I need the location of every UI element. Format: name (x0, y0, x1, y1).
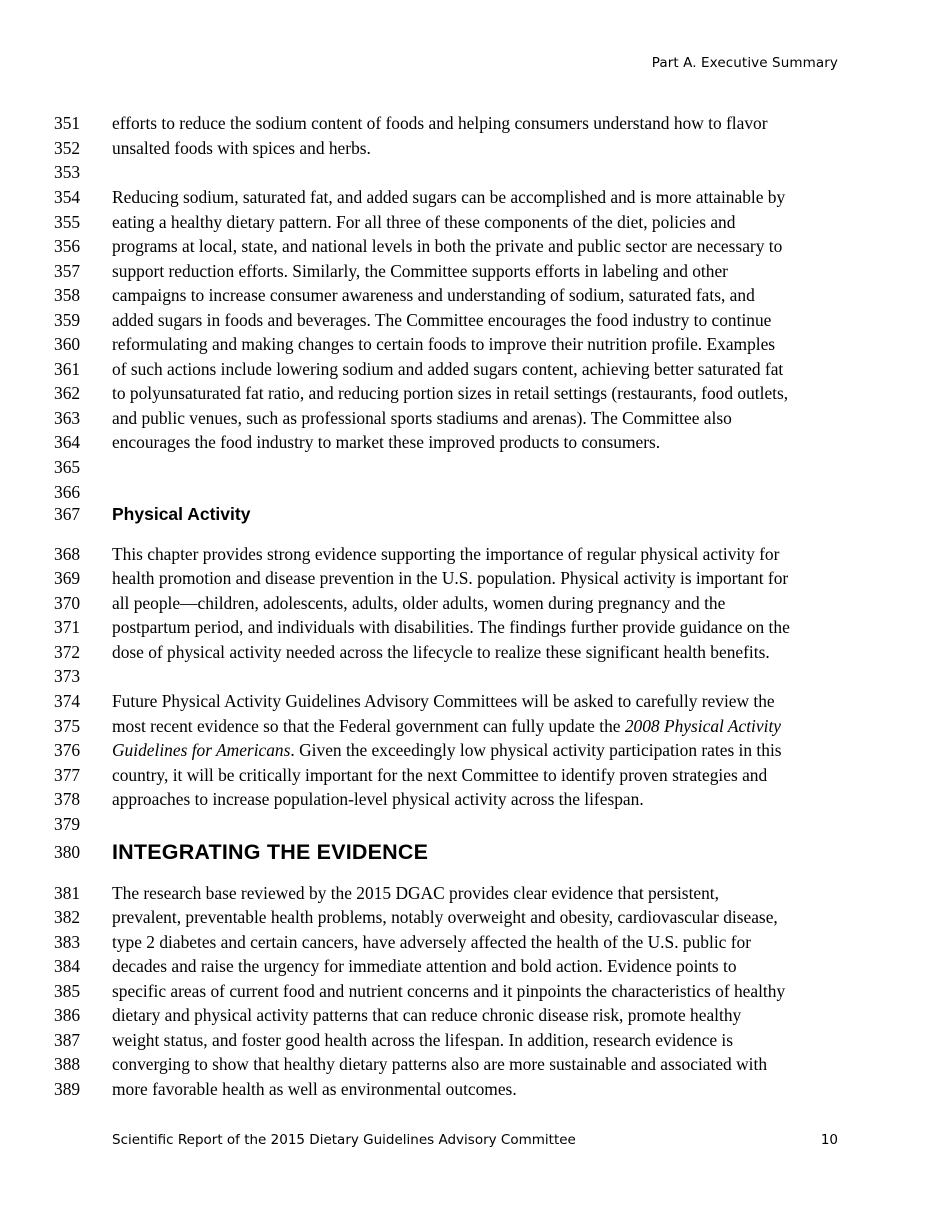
line-number: 377 (54, 764, 81, 785)
line-text: reformulating and making changes to certain foods to improve their nutrition profile. Examples (112, 334, 776, 354)
footer-title: Scientific Report of the 2015 Dietary Guidelines Advisory Committee (112, 1132, 576, 1148)
line-text: support reduction efforts. Similarly, the Committee supports efforts in labeling and other (112, 260, 728, 281)
line-number: 354 (54, 187, 81, 207)
line-text-roman: most recent evidence so that the Federal government can fully update the (112, 715, 625, 736)
line-text: to polyunsaturated fat ratio, and reducing portion sizes in retail settings (restaurants, food outlets, (112, 383, 789, 403)
line-number: 358 (54, 285, 81, 305)
line-number: 356 (54, 236, 81, 256)
line-number: 352 (54, 137, 81, 158)
italic-title-fragment: Guidelines for Americans (112, 740, 291, 760)
line-text: unsalted foods with spices and herbs. (112, 137, 371, 158)
line-text: country, it will be critically important for the next Committee to identify proven strategies and (112, 764, 768, 785)
line-number: 383 (54, 931, 81, 952)
line-text: efforts to reduce the sodium content of foods and helping consumers understand how to flavor (112, 113, 768, 133)
line-number: 381 (54, 882, 81, 903)
line-number: 374 (54, 691, 81, 711)
line-number: 376 (54, 740, 81, 760)
line-number: 363 (54, 407, 81, 428)
line-text: all people—children, adolescents, adults, older adults, women during pregnancy and the (112, 592, 726, 613)
line-text: dose of physical activity needed across the lifecycle to realize these significant health benefits. (112, 641, 770, 662)
line-text: of such actions include lowering sodium and added sugars content, achieving better saturated fat (112, 358, 784, 379)
line-number: 365 (54, 457, 81, 477)
line-text: programs at local, state, and national levels in both the private and public sector are necessary to (112, 236, 783, 256)
line-number: 380 (54, 842, 81, 862)
line-text: converging to show that healthy dietary patterns also are more sustainable and associated with (112, 1054, 768, 1074)
line-number: 378 (54, 789, 81, 809)
line-text: approaches to increase population-level physical activity across the lifespan. (112, 789, 644, 809)
line-number: 388 (54, 1054, 81, 1074)
line-number: 379 (54, 813, 81, 834)
line-number: 366 (54, 481, 81, 502)
line-text: prevalent, preventable health problems, notably overweight and obesity, cardiovascular disease, (112, 907, 778, 927)
line-number: 359 (54, 309, 81, 330)
line-number: 355 (54, 211, 81, 232)
line-number: 364 (54, 432, 81, 452)
line-text: health promotion and disease prevention in the U.S. population. Physical activity is important for (112, 568, 789, 588)
line-number: 371 (54, 617, 81, 637)
line-number: 389 (54, 1079, 81, 1099)
italic-title-fragment: 2008 Physical Activity (624, 715, 781, 736)
line-number: 386 (54, 1005, 81, 1025)
line-text: type 2 diabetes and certain cancers, have adversely affected the health of the U.S. public for (112, 931, 751, 952)
line-text: postpartum period, and individuals with disabilities. The findings further provide guidance on the (112, 617, 790, 637)
line-text: campaigns to increase consumer awareness and understanding of sodium, saturated fats, and (112, 285, 755, 305)
line-text: eating a healthy dietary pattern. For all three of these components of the diet, policies and (112, 211, 736, 232)
line-text (112, 714, 781, 738)
line-text: The research base reviewed by the 2015 DGAC provides clear evidence that persistent, (112, 882, 719, 903)
line-text: more favorable health as well as environmental outcomes. (112, 1079, 517, 1099)
line-number: 361 (54, 358, 81, 379)
line-number: 360 (54, 334, 81, 354)
line-number: 387 (54, 1029, 81, 1050)
line-number: 375 (54, 715, 81, 736)
line-text: weight status, and foster good health across the lifespan. In addition, research evidence is (112, 1029, 734, 1050)
section-heading-physical-activity: Physical Activity (112, 504, 251, 524)
line-number: 373 (54, 666, 81, 686)
line-number: 357 (54, 260, 81, 281)
line-number: 362 (54, 383, 81, 403)
line-text: encourages the food industry to market these improved products to consumers. (112, 432, 661, 452)
line-text: added sugars in foods and beverages. The Committee encourages the food industry to continue (112, 309, 772, 330)
line-text: This chapter provides strong evidence supporting the importance of regular physical activity for (112, 543, 780, 564)
line-text: dietary and physical activity patterns that can reduce chronic disease risk, promote healthy (112, 1005, 742, 1025)
line-number: 385 (54, 980, 81, 1001)
running-head: Part A. Executive Summary (651, 55, 838, 71)
page-footer (112, 1132, 838, 1148)
section-heading-integrating-evidence: INTEGRATING THE EVIDENCE (112, 840, 429, 864)
line-text (112, 738, 782, 762)
line-number: 353 (54, 162, 81, 182)
line-number: 370 (54, 592, 81, 613)
line-text: decades and raise the urgency for immediate attention and bold action. Evidence points to (112, 956, 737, 976)
line-text: Future Physical Activity Guidelines Advisory Committees will be asked to carefully review the (112, 691, 775, 711)
line-number: 384 (54, 956, 81, 976)
page-number: 10 (820, 1132, 838, 1148)
line-text: specific areas of current food and nutrient concerns and it pinpoints the characteristics of healthy (112, 980, 786, 1001)
line-number: 369 (54, 568, 81, 588)
line-text: and public venues, such as professional sports stadiums and arenas). The Committee also (112, 407, 732, 428)
line-number: 382 (54, 907, 81, 927)
line-number: 372 (54, 641, 81, 662)
line-number: 351 (54, 113, 81, 133)
line-number: 367 (54, 504, 81, 524)
line-number: 368 (54, 543, 81, 564)
line-text: Reducing sodium, saturated fat, and added sugars can be accomplished and is more attainable by (112, 187, 786, 207)
line-text-roman: . Given the exceedingly low physical activity participation rates in this (290, 740, 782, 760)
